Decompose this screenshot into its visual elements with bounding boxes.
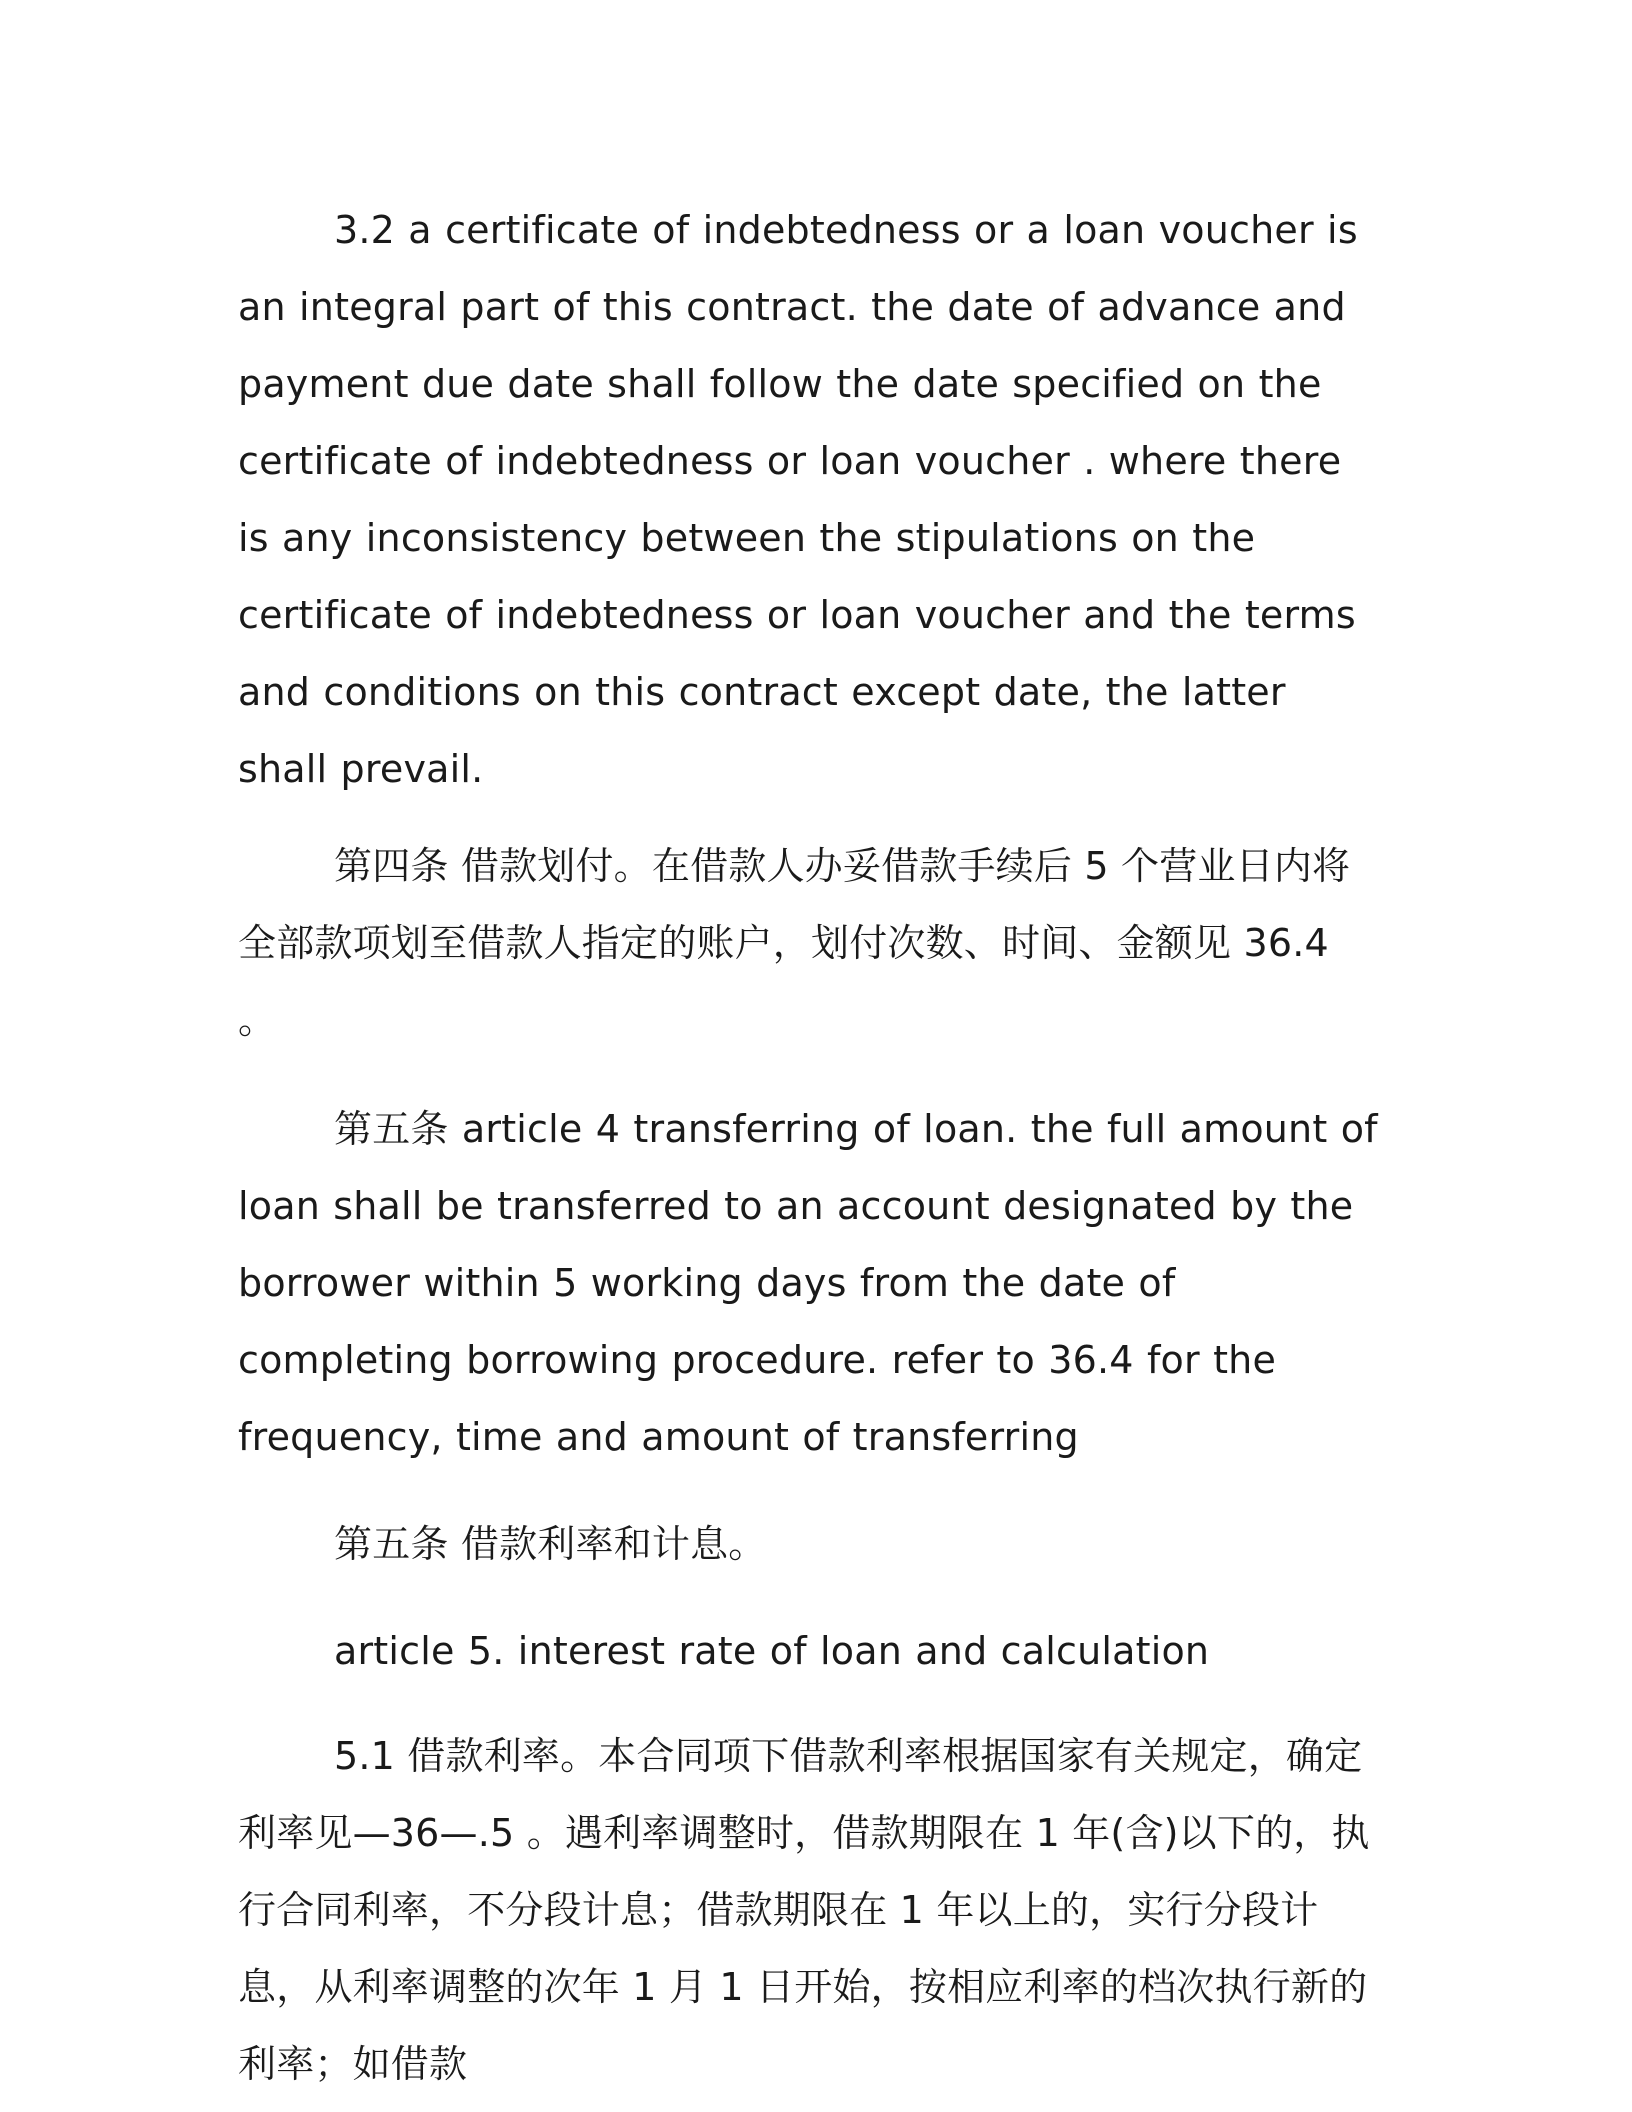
paragraph-3-2-certificate: 3.2 a certificate of indebtedness or a loan voucher is an integral part of this contract. the date of advance and payment due date shall follow the date specified on the certificate of indebtedness or loan voucher . where there is any inconsistency between the stipulations on the certificate of indebtedness or loan voucher and the terms and conditions on this contract except date, the latter shall prevail.: [238, 208, 1358, 791]
heading-article-5-en: article 5. interest rate of loan and calculation: [334, 1629, 1210, 1673]
document-page: [238, 192, 1378, 2103]
paragraph-5-1-interest-rate: 5.1 借款利率。本合同项下借款利率根据国家有关规定，确定利率见—36—.5 。遇利率调整时，借款期限在 1 年(含)以下的，执行合同利率，不分段计息；借款期限在 1 年以上的，实行分段计息，从利率调整的次年 1 月 1 日开始，按相应利率的档次执行新的利率；如借款: [238, 1734, 1370, 2086]
heading-article-5-cn: 第五条 借款利率和计息。: [334, 1522, 767, 1566]
paragraph-article-4-en: 第五条 article 4 transferring of loan. the full amount of loan shall be transferred to an account designated by the borrower within 5 working days from the date of completing borrowing procedure. refer to 36.4 for the frequency, time and amount of transferring: [238, 1107, 1378, 1459]
paragraph-article-4-cn: 第四条 借款划付。在借款人办妥借款手续后 5 个营业日内将全部款项划至借款人指定的账户，划付次数、时间、金额见 36.4 。: [238, 844, 1351, 1042]
